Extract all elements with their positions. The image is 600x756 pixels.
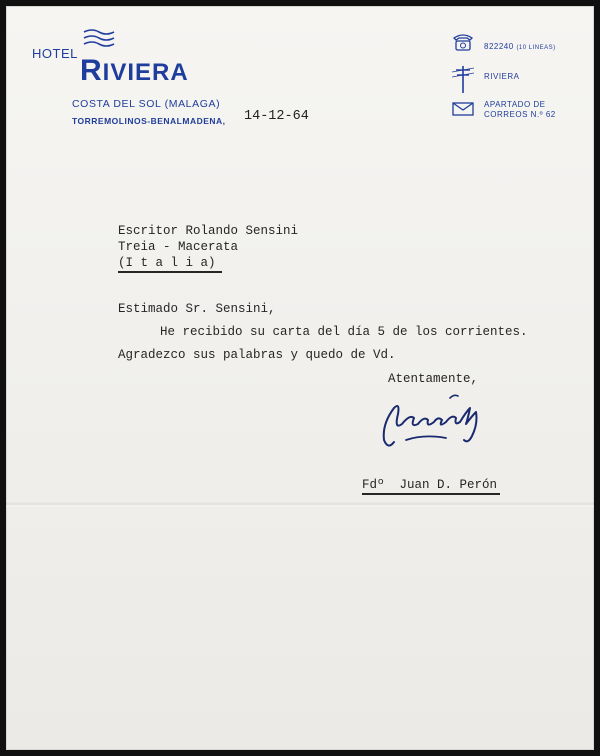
recipient-underline [118,271,222,273]
waves-icon [82,28,116,50]
location-line-1: COSTA DEL SOL (MALAGA) [72,98,221,110]
body-line-2: Agradezco sus palabras y quedo de Vd. [118,348,396,362]
recipient-line-2: Treia - Macerata [118,240,239,254]
hotel-name-initial: R [80,54,103,87]
phone-line [484,42,556,53]
salutation: Estimado Sr. Sensini, [118,302,276,316]
envelope-icon [452,102,474,116]
location-line-2: TORREMOLINOS-BENALMADENA, [72,116,226,126]
handwritten-signature [380,384,490,454]
recipient-line-1: Escritor Rolando Sensini [118,224,299,238]
telegraph-address: RIVIERA [484,72,520,81]
hotel-name [80,56,189,88]
recipient-line-3: (I t a l i a) [118,256,216,270]
hotel-name-rest: IVIERA [102,59,189,86]
letter-date: 14-12-64 [244,109,309,124]
phone-number: 822240 [484,42,514,51]
signed-name: Fdº Juan D. Perón [362,478,498,492]
body-line-1: He recibido su carta del día 5 de los corrientes. [160,325,528,339]
mail-line-2: CORREOS N.º 62 [484,110,556,119]
hotel-label: HOTEL [32,46,78,61]
telephone-icon [452,32,474,52]
mail-line-1: APARTADO DE [484,100,546,109]
letter-paper [6,6,594,750]
phone-note: (10 LINEAS) [516,45,556,51]
telegraph-pole-icon [452,64,474,94]
closing: Atentamente, [388,372,479,386]
signed-underline [362,493,500,495]
paper-fold [6,502,594,508]
